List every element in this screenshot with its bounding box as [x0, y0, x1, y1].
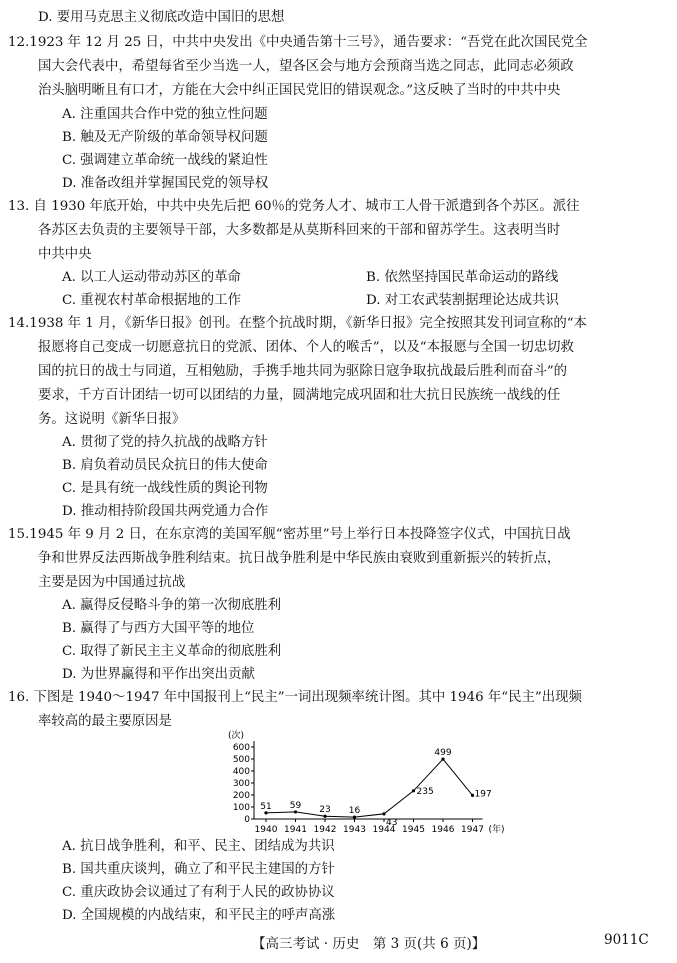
q15-option-b: B. 赢得了与西方大国平等的地位 — [62, 621, 255, 636]
q15-stem-line3: 主要是因为中国通过抗战 — [38, 575, 186, 590]
y-tick-label: 600 — [232, 743, 250, 753]
data-label: 197 — [474, 789, 492, 800]
y-tick-label: 400 — [232, 767, 250, 777]
y-tick-label: 0 — [244, 815, 250, 825]
y-tick-label: 100 — [232, 803, 250, 813]
x-tick-label: 1943 — [343, 825, 366, 835]
q16-stem-line1: 16. 下图是 1940～1947 年中国报刊上“民主”一词出现频率统计图。其中 1946 年“民主”出现频 — [8, 690, 582, 705]
q14-stem-line1: 14.1938 年 1 月，《新华日报》创刊。在整个抗战时期，《新华日报》完全按照其发刊词宣称的“本 — [8, 316, 587, 331]
q12-option-b: B. 触及无产阶级的革命领导权问题 — [62, 130, 268, 145]
data-label: 59 — [289, 800, 302, 811]
q14-option-b: B. 肩负着动员民众抗日的伟大使命 — [62, 458, 268, 473]
data-point — [382, 812, 385, 815]
x-tick-label: 1942 — [313, 825, 337, 835]
q14-stem-line2: 报愿将自己变成一切愿意抗日的党派、团体、个人的喉舌”，以及“本报愿与全国一切忠切救 — [38, 340, 574, 355]
q11-option-d: D. 要用马克思主义彻底改造中国旧的思想 — [38, 10, 285, 25]
q15-stem-line2: 争和世界反法西斯战争胜利结束。抗日战争胜利是中华民族由衰败到重新振兴的转折点， — [38, 551, 561, 566]
exam-code: 9011C — [604, 932, 649, 948]
y-axis-label: (次) — [228, 731, 245, 741]
data-point — [412, 789, 415, 792]
data-label: 16 — [348, 806, 361, 817]
data-label: 23 — [319, 805, 331, 816]
data-label: 43 — [386, 817, 398, 828]
data-label: 51 — [260, 801, 272, 812]
x-axis-label: (年) — [488, 825, 505, 835]
q16-stem-line2: 率较高的最主要原因是 — [38, 714, 172, 729]
q13-stem-line2: 各苏区去负责的主要领导干部，大多数都是从莫斯科回来的干部和留苏学生。这表明当时 — [38, 223, 561, 238]
x-tick-label: 1941 — [284, 825, 307, 835]
q14-stem-line3: 国的抗日的战士与同道，互相勉励，手携手地共同为驱除日寇争取抗战最后胜利而奋斗”的 — [38, 364, 568, 379]
q16-option-a: A. 抗日战争胜利，和平、民主、团结成为共识 — [62, 839, 335, 854]
x-tick-label: 1945 — [402, 825, 425, 835]
x-tick-label: 1947 — [461, 825, 484, 835]
q15-option-d: D. 为世界赢得和平作出突出贡献 — [62, 667, 255, 682]
q14-option-d: D. 推动相持阶段国共两党通力合作 — [62, 504, 269, 519]
q13-option-c: C. 重视农村革命根据地的工作 — [62, 293, 241, 308]
y-tick-label: 300 — [232, 779, 250, 789]
x-tick-label: 1946 — [431, 825, 455, 835]
q13-option-a: A. 以工人运动带动苏区的革命 — [62, 270, 241, 285]
q13-option-b: B. 依然坚持国民革命运动的路线 — [366, 270, 559, 285]
page-footer: 【高三考试 · 历史 第 3 页(共 6 页)】 — [252, 936, 486, 952]
y-tick-label: 500 — [232, 755, 250, 765]
q14-option-c: C. 是具有统一战线性质的舆论刊物 — [62, 481, 268, 496]
x-tick-label: 1940 — [254, 825, 278, 835]
q15-option-a: A. 赢得反侵略斗争的第一次彻底胜利 — [62, 598, 282, 613]
q16-option-d: D. 全国规模的内战结束，和平民主的呼声高涨 — [62, 908, 336, 923]
x-tick-label: 1944 — [372, 825, 396, 835]
q12-stem-line3: 治头脑明晰且有口才，方能在大会中纠正国民党旧的错误观念。”这反映了当时的中共中央 — [38, 83, 561, 98]
frequency-line-chart — [222, 727, 505, 839]
q12-option-a: A. 注重国共合作中党的独立性问题 — [62, 107, 268, 122]
q12-option-d: D. 准备改组并掌握国民党的领导权 — [62, 176, 269, 191]
q14-stem-line4: 要求，千方百计团结一切可以团结的力量，圆满地完成巩固和壮大抗日民族统一战线的任 — [38, 388, 561, 403]
q15-stem-line1: 15.1945 年 9 月 2 日，在东京湾的美国军舰“密苏里”号上举行日本投降签字仪式，中国抗日战 — [8, 527, 571, 542]
q13-stem-line1: 13. 自 1930 年底开始，中共中央先后把 60％的党务人才、城市工人骨干派遣到各个苏区。派往 — [8, 199, 580, 214]
q15-option-c: C. 取得了新民主主义革命的彻底胜利 — [62, 644, 282, 659]
q12-stem-line1: 12.1923 年 12 月 25 日，中共中央发出《中央通告第十三号》，通告要求：“吾党在此次国民党全 — [8, 35, 588, 50]
data-label: 499 — [434, 748, 452, 759]
q14-stem-line5: 务。这说明《新华日报》 — [38, 412, 186, 427]
q13-stem-line3: 中共中央 — [38, 247, 92, 262]
q13-option-d: D. 对工农武装割据理论达成共识 — [366, 293, 559, 308]
q12-option-c: C. 强调建立革命统一战线的紧迫性 — [62, 153, 268, 168]
q12-stem-line2: 国大会代表中，希望每省至少当选一人，望各区会与地方会预商当选之同志，此同志必须政 — [38, 59, 574, 74]
y-tick-label: 200 — [232, 791, 250, 801]
q14-option-a: A. 贯彻了党的持久抗战的战略方针 — [62, 435, 268, 450]
q16-option-c: C. 重庆政协会议通过了有利于人民的政协协议 — [62, 885, 335, 900]
data-label: 235 — [416, 786, 434, 797]
q16-option-b: B. 国共重庆谈判，确立了和平民主建国的方针 — [62, 862, 335, 877]
